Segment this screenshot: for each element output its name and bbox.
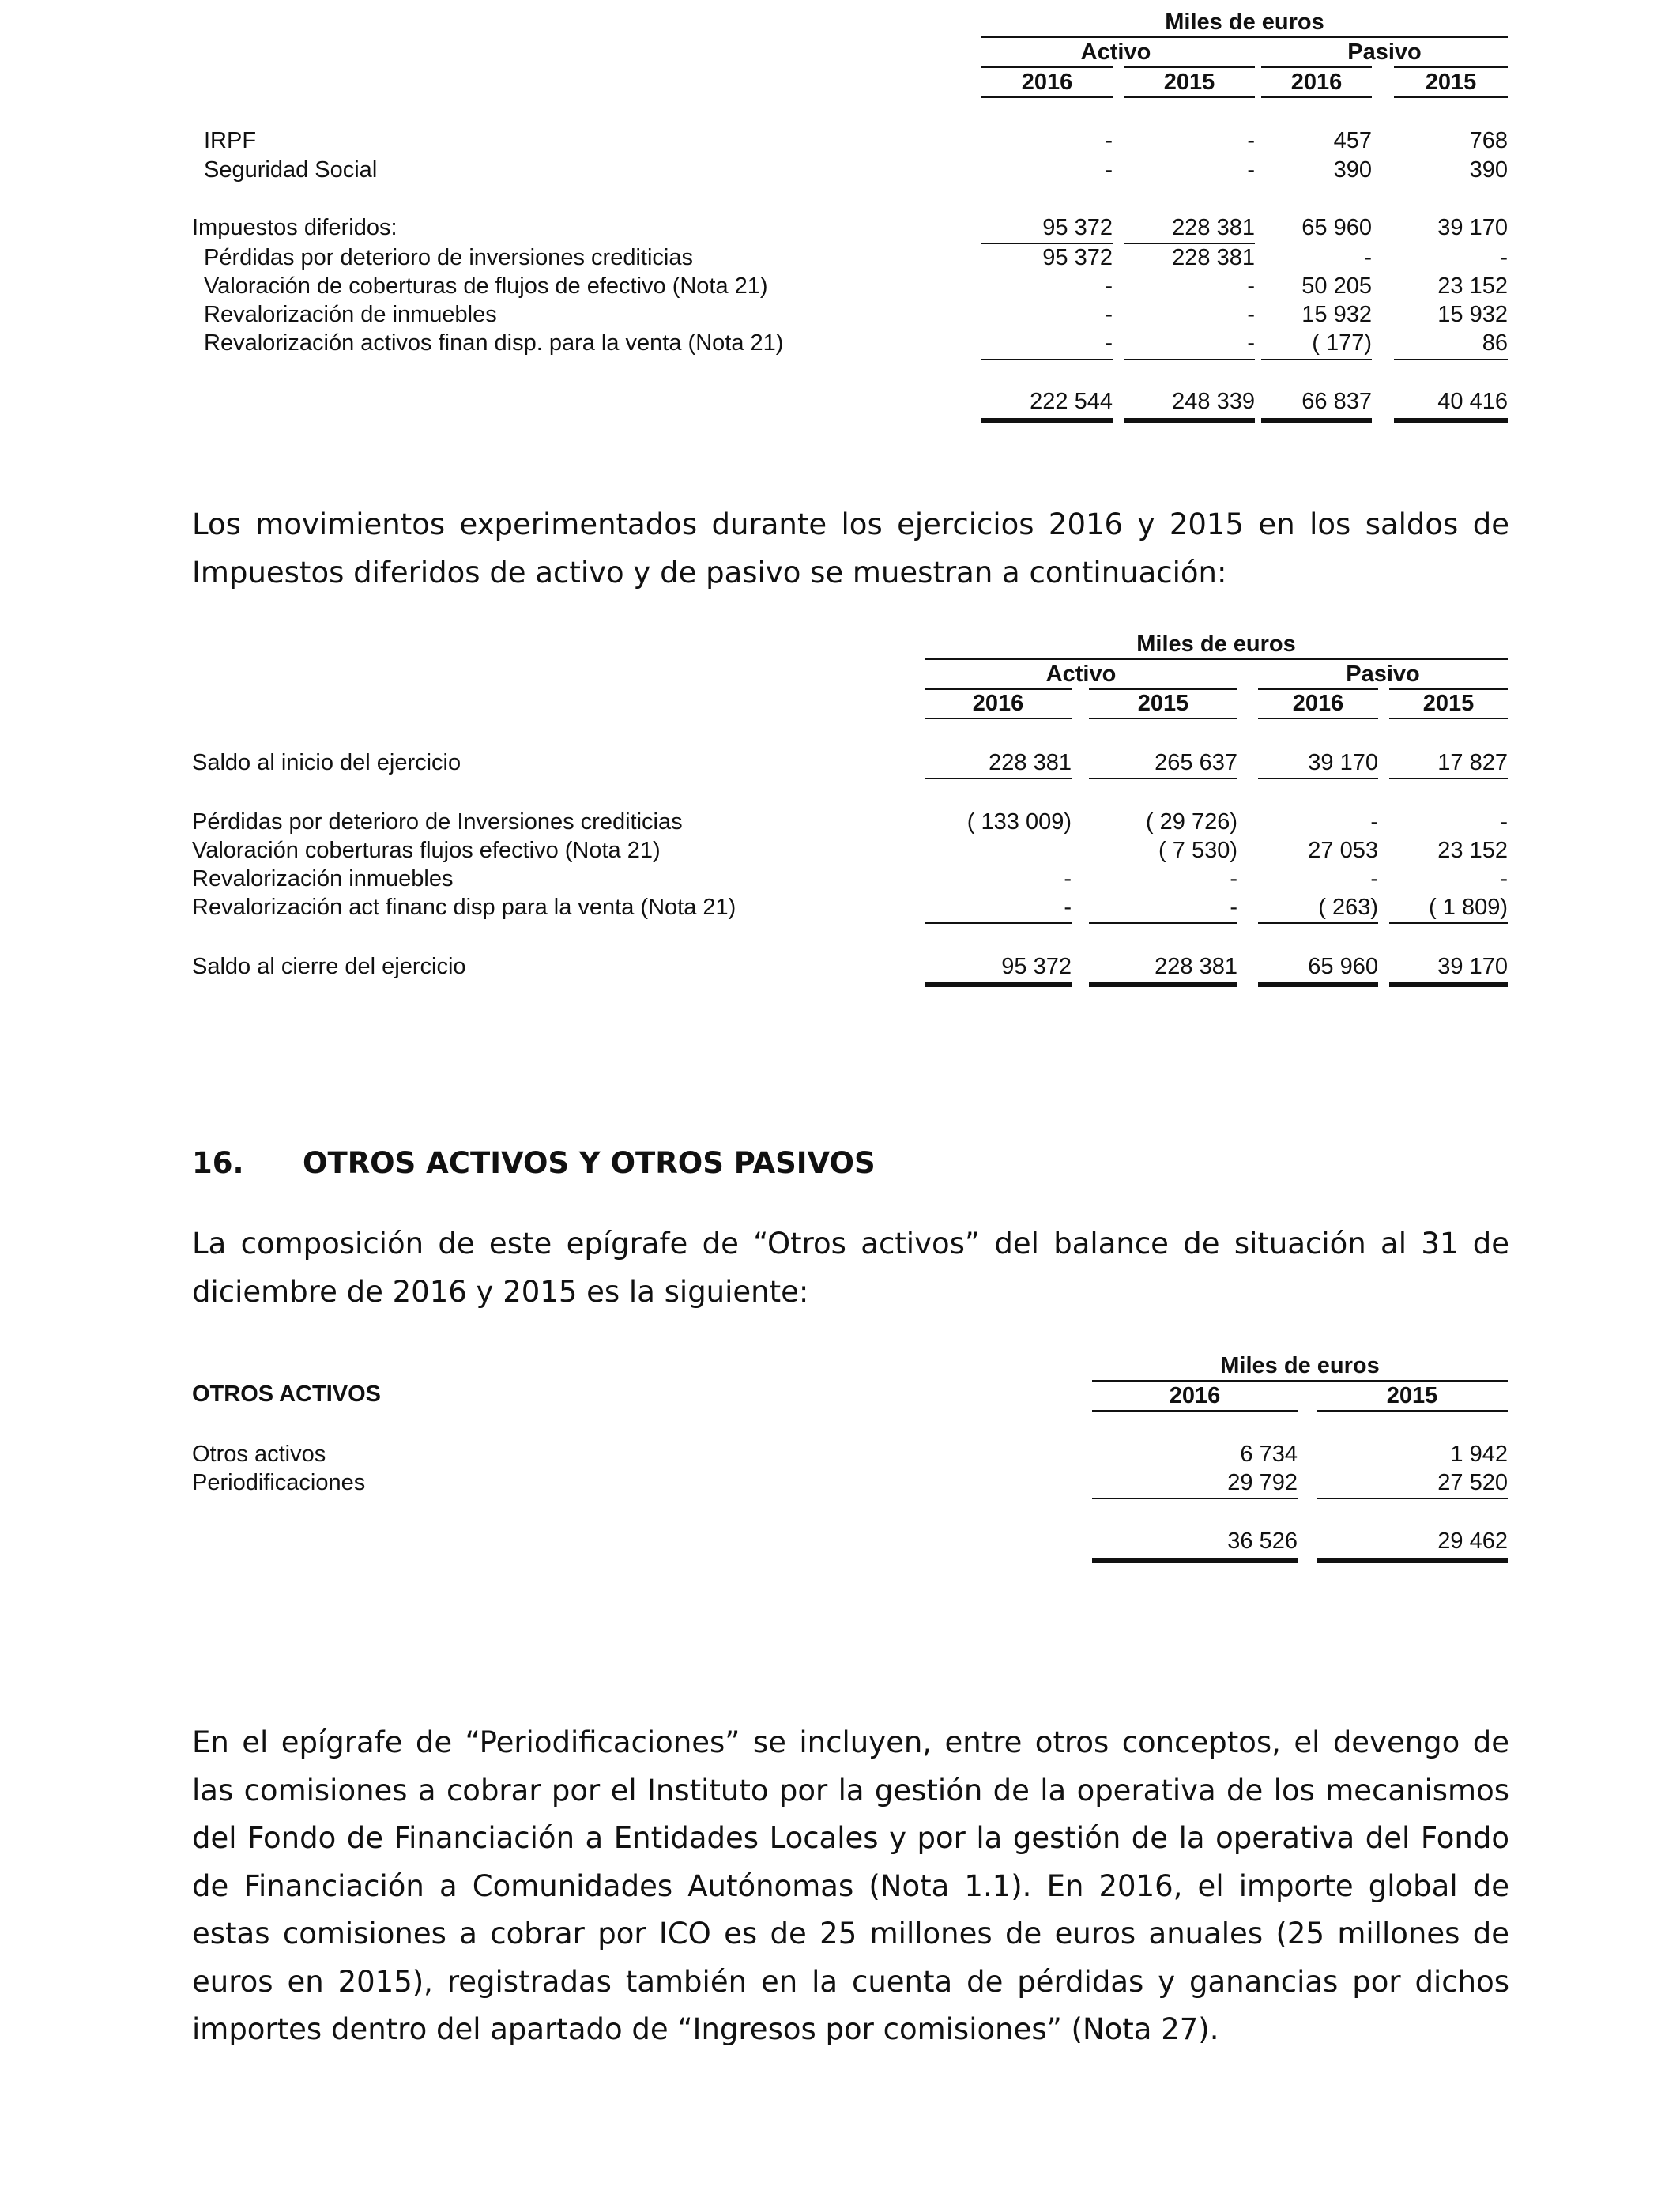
row-label: Valoración coberturas flujos efectivo (Nota 21) [192, 838, 661, 863]
cell-value: - [1105, 157, 1113, 183]
total-value: 248 339 [1172, 389, 1255, 414]
year-header: 2016 [1169, 1383, 1221, 1408]
pasivo-header: Pasivo [1347, 40, 1422, 65]
cell-value: 95 372 [1001, 954, 1072, 979]
cell-value: 23 152 [1437, 273, 1508, 299]
cell-value: - [1500, 245, 1508, 270]
year-header: 2016 [972, 691, 1024, 716]
paragraph: La composición de este epígrafe de “Otros activos” del balance de situación al 31 de diciembre de 2016 y 2015 es la siguiente: [192, 1227, 1509, 1309]
cell-value: - [1105, 273, 1113, 299]
cell-value: 86 [1482, 330, 1508, 356]
row-label: Pérdidas por deterioro de Inversiones crediticias [192, 809, 683, 835]
cell-value: 768 [1469, 128, 1508, 153]
cell-value: - [1230, 866, 1237, 892]
cell-value: 23 152 [1437, 838, 1508, 863]
cell-value: - [1230, 895, 1237, 920]
cell-value: 390 [1469, 157, 1508, 183]
cell-value: ( 29 726) [1145, 809, 1237, 835]
year-header: 2015 [1163, 70, 1215, 95]
total-value: 36 526 [1227, 1529, 1298, 1554]
cell-value: - [1105, 330, 1113, 356]
cell-value: 15 932 [1437, 302, 1508, 327]
cell-value: - [1064, 895, 1072, 920]
year-header: 2016 [1290, 70, 1343, 95]
cell-value: ( 177) [1312, 330, 1372, 356]
activo-header: Activo [1080, 40, 1151, 65]
row-label: Revalorización activos finan disp. para la venta (Nota 21) [204, 330, 784, 356]
cell-value: - [1105, 128, 1113, 153]
cell-value: 228 381 [989, 750, 1072, 775]
row-label: Pérdidas por deterioro de inversiones crediticias [204, 245, 693, 270]
total-value: 222 544 [1030, 389, 1113, 414]
cell-value: ( 7 530) [1158, 838, 1237, 863]
cell-value: - [1500, 866, 1508, 892]
group-header: Miles de euros [1165, 9, 1324, 35]
year-header: 2015 [1386, 1383, 1438, 1408]
cell-value: - [1370, 866, 1378, 892]
year-header: 2015 [1425, 70, 1477, 95]
cell-value: - [1247, 273, 1255, 299]
cell-value: 390 [1333, 157, 1372, 183]
paragraph: En el epígrafe de “Periodificaciones” se incluyen, entre otros conceptos, el devengo de las comisiones a cobrar por el Instituto por la gestión de la operativa de los mecanismos del Fondo de Financiación a Entidades Locales y por la gestión de la operativa del Fondo de Financiación a Comunidades Autónomas (Nota 1.1). En 2016, el importe global de estas comisiones a cobrar por ICO es de 25 millones de euros anuales (25 millones de euros en 2015), registradas también en la cuenta de pérdidas y ganancias por dichos importes dentro del apartado de “Ingresos por comisiones” (Nota 27). [192, 1725, 1509, 2046]
group-header: Miles de euros [1136, 631, 1296, 657]
year-header: 2015 [1137, 691, 1189, 716]
row-label: Valoración de coberturas de flujos de efectivo (Nota 21) [204, 273, 768, 299]
cell-value: 15 932 [1301, 302, 1372, 327]
cell-value: 39 170 [1437, 954, 1508, 979]
paragraph: Los movimientos experimentados durante los ejercicios 2016 y 2015 en los saldos de Impuestos diferidos de activo y de pasivo se muestran a continuación: [192, 507, 1509, 590]
cell-value: - [1247, 157, 1255, 183]
cell-value: 1 942 [1450, 1442, 1508, 1467]
row-label: Otros activos [192, 1442, 326, 1467]
cell-value: ( 133 009) [966, 809, 1072, 835]
cell-value: - [1247, 330, 1255, 356]
total-value: 40 416 [1437, 389, 1508, 414]
row-label: Revalorización inmuebles [192, 866, 454, 892]
cell-value: - [1105, 302, 1113, 327]
row-label: Impuestos diferidos: [192, 215, 397, 240]
cell-value: 228 381 [1172, 245, 1255, 270]
cell-value: 27 520 [1437, 1470, 1508, 1495]
cell-value: 39 170 [1308, 750, 1378, 775]
cell-value: 265 637 [1155, 750, 1237, 775]
table-title: OTROS ACTIVOS [192, 1382, 381, 1407]
section-number: 16. [192, 1146, 244, 1180]
row-label: Saldo al cierre del ejercicio [192, 954, 466, 979]
row-label: Seguridad Social [204, 157, 378, 183]
row-label: Revalorización act financ disp para la venta (Nota 21) [192, 895, 736, 920]
year-header: 2015 [1422, 691, 1475, 716]
cell-value: 65 960 [1308, 954, 1378, 979]
cell-value: 17 827 [1437, 750, 1508, 775]
row-label: Revalorización de inmuebles [204, 302, 497, 327]
cell-value: - [1247, 302, 1255, 327]
cell-value: 6 734 [1240, 1442, 1298, 1467]
year-header: 2016 [1292, 691, 1344, 716]
total-value: 29 462 [1437, 1529, 1508, 1554]
cell-value: 65 960 [1301, 215, 1372, 240]
cell-value: - [1064, 866, 1072, 892]
cell-value: ( 263) [1318, 895, 1378, 920]
year-header: 2016 [1021, 70, 1073, 95]
cell-value: 27 053 [1308, 838, 1378, 863]
cell-value: 39 170 [1437, 215, 1508, 240]
row-label: Periodificaciones [192, 1470, 366, 1495]
total-value: 66 837 [1301, 389, 1372, 414]
group-header: Miles de euros [1220, 1353, 1380, 1378]
row-label: IRPF [204, 128, 257, 153]
row-label: Saldo al inicio del ejercicio [192, 750, 461, 775]
cell-value: 228 381 [1155, 954, 1237, 979]
cell-value: 50 205 [1301, 273, 1372, 299]
cell-value: - [1247, 128, 1255, 153]
cell-value: 457 [1333, 128, 1372, 153]
activo-header: Activo [1045, 662, 1117, 687]
cell-value: 228 381 [1172, 215, 1255, 240]
section-title: OTROS ACTIVOS Y OTROS PASIVOS [303, 1146, 876, 1180]
cell-value: ( 1 809) [1429, 895, 1508, 920]
cell-value: 29 792 [1227, 1470, 1298, 1495]
cell-value: - [1364, 245, 1372, 270]
cell-value: - [1370, 809, 1378, 835]
cell-value: 95 372 [1042, 215, 1113, 240]
cell-value: - [1500, 809, 1508, 835]
pasivo-header: Pasivo [1346, 662, 1420, 687]
cell-value: 95 372 [1042, 245, 1113, 270]
